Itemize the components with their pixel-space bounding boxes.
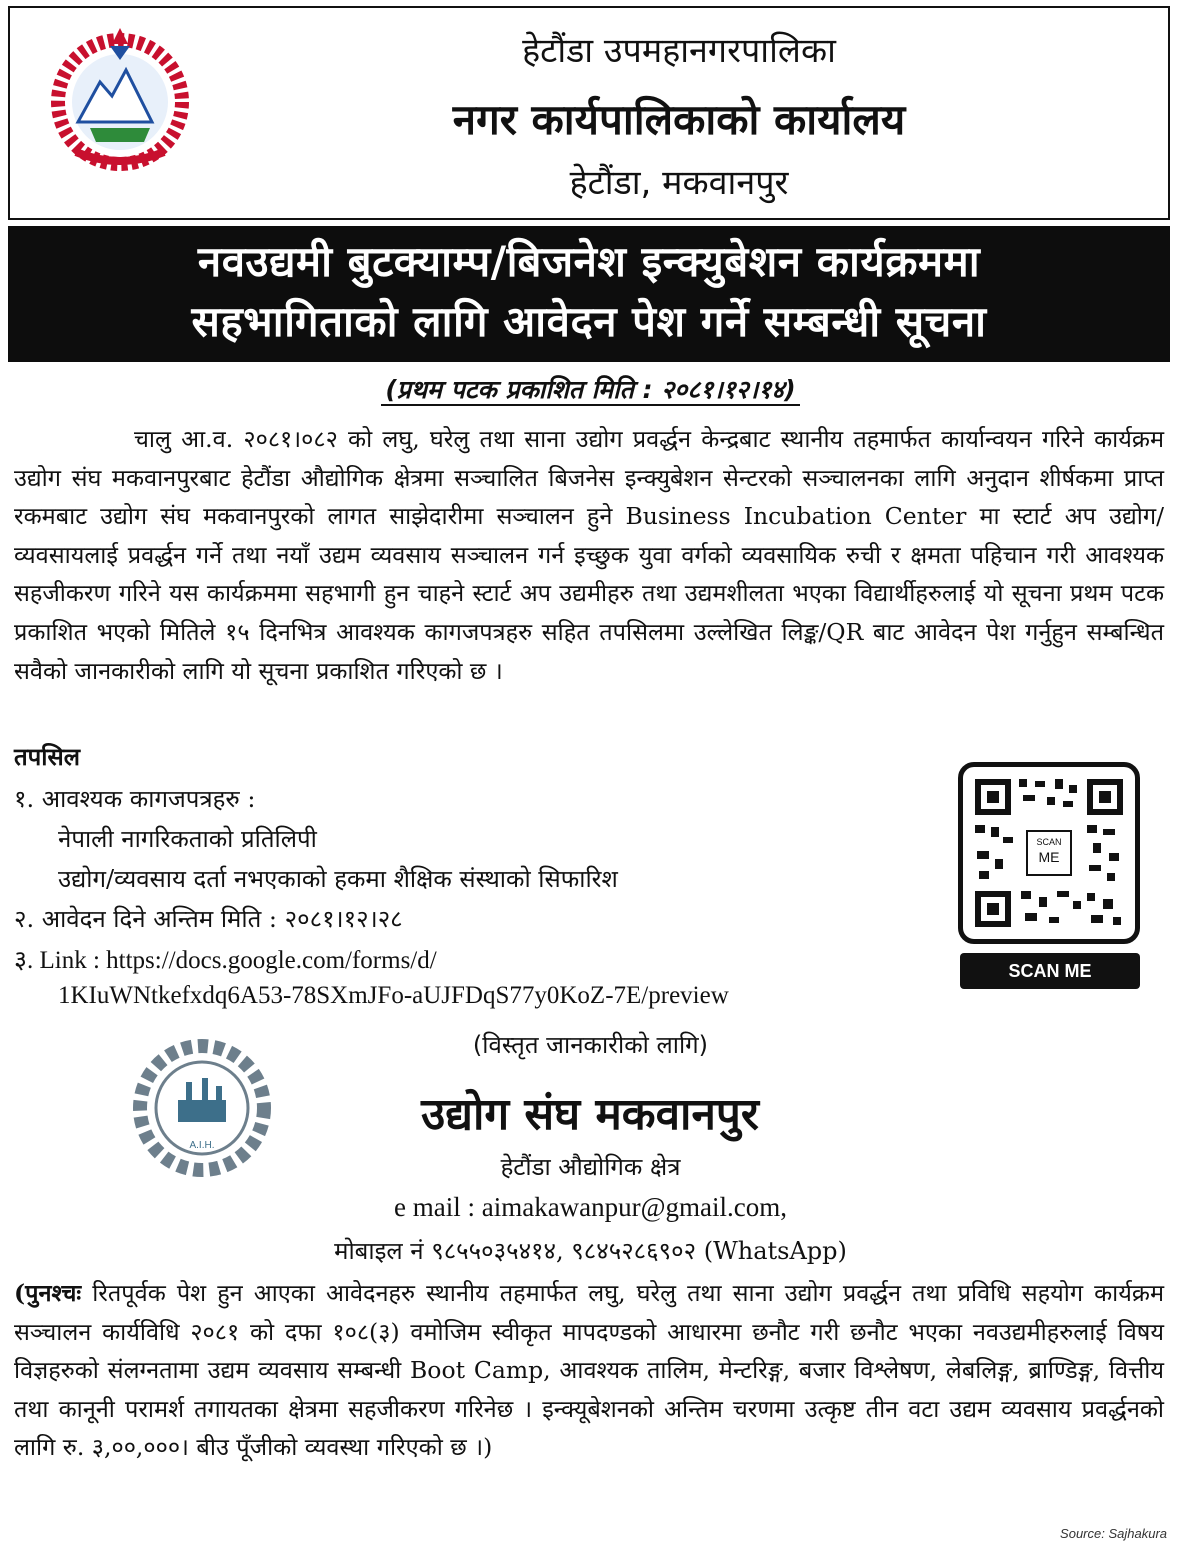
- details-item-2: २. आवेदन दिने अन्तिम मिति : २०८१।१२।२८: [14, 905, 403, 933]
- header-address: हेटौंडा, मकवानपुर: [569, 163, 789, 203]
- organization-name: उद्योग संघ मकवानपुर: [421, 1089, 759, 1140]
- organization-mobile: मोबाइल नं ९८५५०३५४१४, ९८४५२८६९०२ (WhatsApp): [334, 1237, 847, 1265]
- details-item-3-link-cont[interactable]: 1KIuWNtkefxdq6A53-78SXmJFo-aUJFDqS77y0KoZ-7E/preview: [58, 982, 729, 1009]
- notice-title-line-2: सहभागिताको लागि आवेदन पेश गर्ने सम्बन्धी सूचना: [191, 297, 987, 346]
- postscript-label: (पुनश्चः: [14, 1279, 82, 1307]
- scan-me-button[interactable]: SCAN ME: [960, 953, 1140, 989]
- postscript-paragraph: [14, 1274, 1164, 1467]
- header-box: [8, 6, 1170, 220]
- source-credit: Source: Sajhakura: [1060, 1526, 1167, 1541]
- details-item-3-link[interactable]: ३. Link : https://docs.google.com/forms/d/: [14, 947, 437, 974]
- body-paragraph: [14, 420, 1164, 690]
- postscript-text: रितपूर्वक पेश हुन आएका आवेदनहरु स्थानीय तहमार्फत लघु, घरेलु तथा साना उद्योग प्रवर्द्धन तथा प्रविधि सहयोग कार्यक्रम सञ्चालन कार्यविधि २०८१ को दफा १०८(३) वमोजिम स्वीकृत मापदण्डको आधारमा छनौट गरी छनौट भएका नवउद्यमीहरुलाई विषय विज्ञहरुको संलग्नतामा उद्यम व्यवसाय सम्बन्धी Boot Camp, आवश्यक तालिम, मेन्टरिङ्ग, बजार विश्लेषण, लेबलिङ्ग, ब्राण्डिङ्ग, वित्तीय तथा कानूनी परामर्श तगायतका क्षेत्रमा सहजीकरण गरिनेछ । इन्क्यूबेशनको अन्तिम चरणमा उत्कृष्ट तीन वटा उद्यम व्यवसाय प्रवर्द्धनको लागि रु. ३,००,०००। बीउ पूँजीको व्यवस्था गरिएको छ ।): [14, 1279, 1164, 1461]
- details-heading: तपसिल: [14, 742, 81, 771]
- body-text: चालु आ.व. २०८१।०८२ को लघु, घरेलु तथा साना उद्योग प्रवर्द्धन केन्द्रबाट स्थानीय तहमार्फत कार्यान्वयन गरिने कार्यक्रम उद्योग संघ मकवानपुरबाट हेटौंडा औद्योगिक क्षेत्रमा सञ्चालित बिजनेस इन्क्युबेशन सेन्टरको सञ्चालनका लागि अनुदान शीर्षकमा प्राप्त रकमबाट उद्योग संघ मकवानपुरको लागत साझेदारीमा सञ्चालन हुने Business Incubation Center मा स्टार्ट अप उद्योग/व्यवसायलाई प्रवर्द्धन गर्ने तथा नयाँ उद्यम व्यवसाय सञ्चालन गर्न इच्छुक युवा वर्गको व्यवसायिक रुची र क्षमता पहिचान गरी आवश्यक सहजीकरण गरिने यस कार्यक्रममा सहभागी हुन चाहने स्टार्ट अप उद्यमीहरु तथा उद्यमशीलता भएका विद्यार्थीहरुलाई यो सूचना प्रथम पटक प्रकाशित भएको मितिले १५ दिनभित्र आवश्यक कागजपत्रहरु सहित तपसिलमा उल्लेखित लिङ्क/QR बाट आवेदन पेश गर्नुहुन सम्बन्धित सवैको जानकारीको लागि यो सूचना प्रकाशित गरिएको छ ।: [14, 425, 1164, 685]
- notice-title-line-1: नवउद्यमी बुटक्याम्प/बिजनेश इन्क्युबेशन कार्यक्रममा: [197, 237, 981, 286]
- logo-text: A.I.H.: [189, 1140, 215, 1151]
- header-office: नगर कार्यपालिकाको कार्यालय: [452, 95, 906, 144]
- more-info-label: (विस्तृत जानकारीको लागि): [472, 1031, 709, 1059]
- publication-date: [0, 372, 1181, 406]
- header-municipality: हेटौंडा उपमहानगरपालिका: [522, 31, 836, 71]
- organization-email[interactable]: e mail : aimakawanpur@gmail.com,: [394, 1192, 787, 1222]
- qr-inner-label-2: ME: [1038, 849, 1060, 865]
- nepal-emblem-icon: [40, 24, 200, 174]
- qr-code-frame[interactable]: [958, 762, 1140, 944]
- details-item-1a: नेपाली नागरिकताको प्रतिलिपी: [58, 825, 317, 853]
- details-item-1: १. आवश्यक कागजपत्रहरु :: [14, 785, 256, 813]
- organization-location: हेटौंडा औद्योगिक क्षेत्र: [500, 1153, 681, 1181]
- notice-title-band: [8, 226, 1170, 362]
- publication-date-text: (प्रथम पटक प्रकाशित मिति : २०८१।१२।१४): [381, 375, 799, 406]
- qr-inner-label-1: SCAN: [1036, 837, 1062, 847]
- details-item-1b: उद्योग/व्यवसाय दर्ता नभएकाको हकमा शैक्षिक संस्थाको सिफारिश: [58, 865, 618, 893]
